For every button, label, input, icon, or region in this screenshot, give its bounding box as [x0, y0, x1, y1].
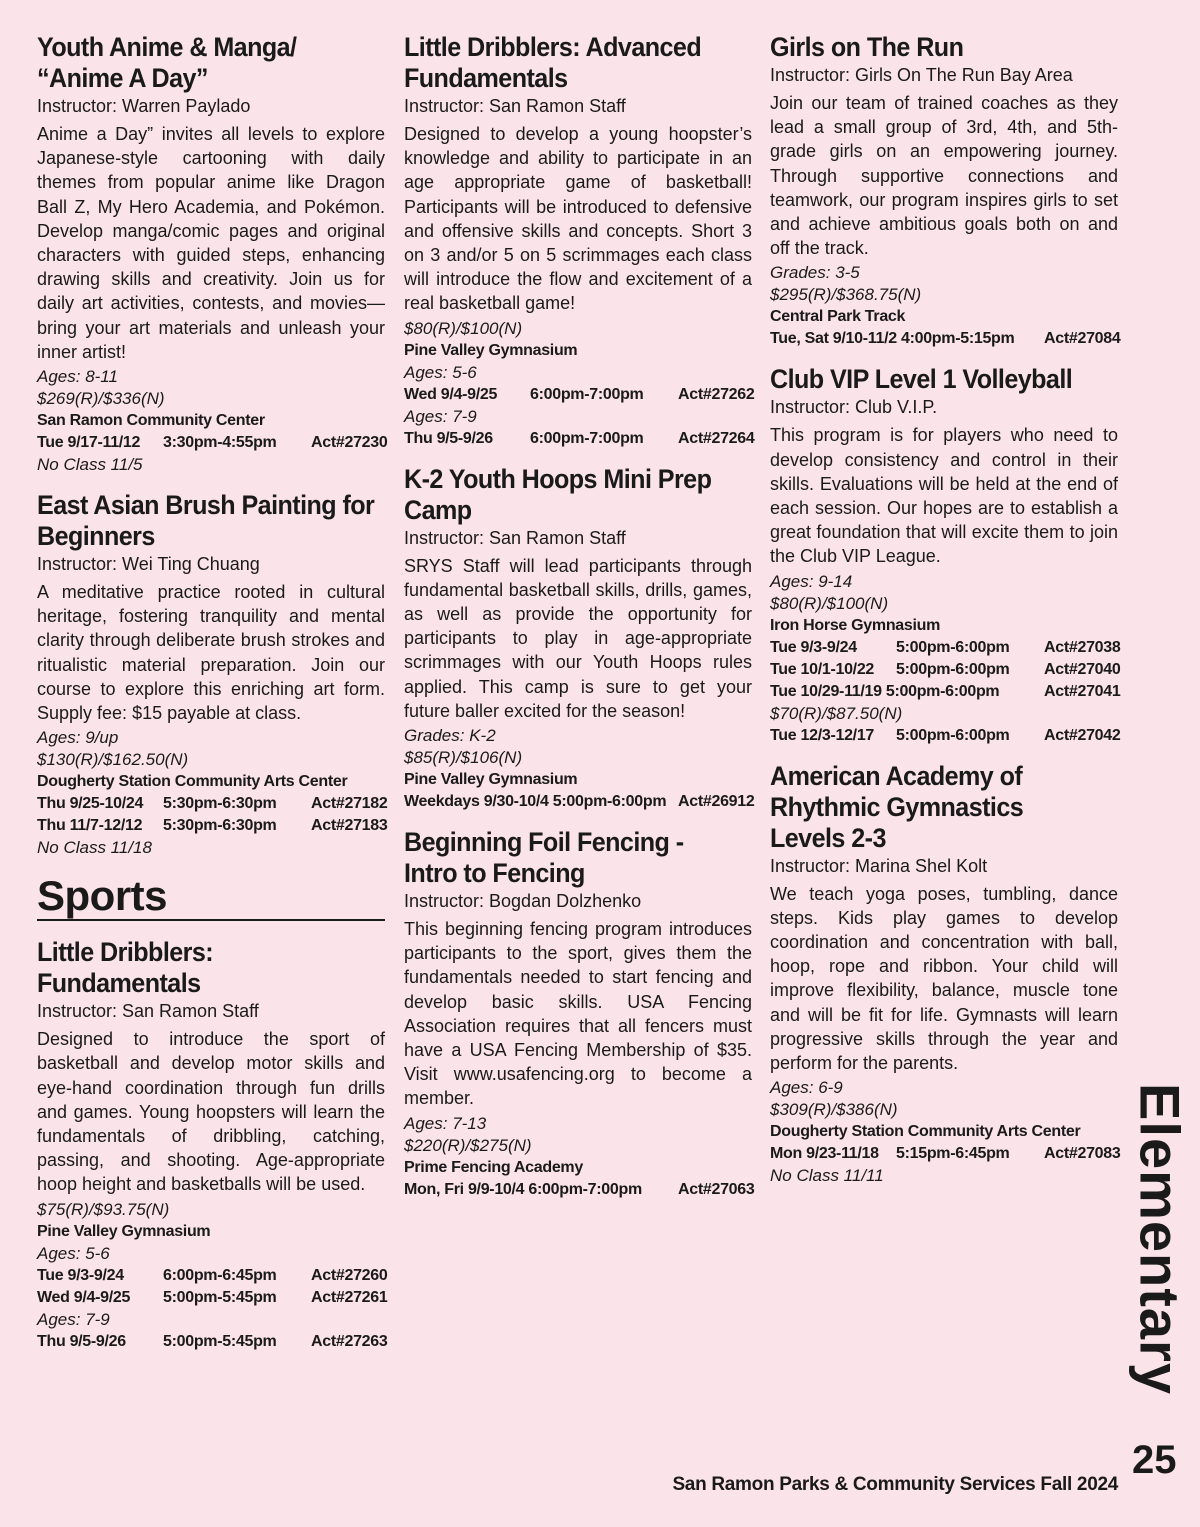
session-time: 5:30pm-6:30pm	[163, 795, 277, 813]
program-title: Fundamentals	[37, 968, 201, 999]
program-detail: Ages: 7-9	[404, 406, 477, 426]
section-heading-sports	[37, 873, 385, 921]
session-activity-number: Act#27263	[311, 1332, 388, 1350]
program-detail: Ages: 7-13	[404, 1113, 487, 1133]
session-dates: Tue 9/17-11/12	[37, 434, 141, 452]
program-description: This beginning fencing program introduces participants to the sport, gives them the fundamentals needed to start fencing and develop basic skills. USA Fencing Association requires that all fencers must have a USA Fencing Membership of $35. Visit www.usafencing.org to become a member.	[404, 919, 752, 1109]
program-detail: $269(R)/$336(N)	[37, 389, 165, 409]
session-spacer	[656, 1179, 678, 1201]
session-row	[37, 1331, 388, 1353]
session-dates: Tue 9/3-9/24	[37, 1266, 124, 1284]
program-title: Little Dribblers: Advanced	[404, 32, 702, 62]
program-title: Little Dribblers:	[37, 937, 214, 968]
session-row	[404, 384, 755, 406]
program-detail: $80(R)/$100(N)	[404, 318, 523, 338]
program-detail: $220(R)/$275(N)	[404, 1135, 532, 1155]
program-title: Rhythmic Gymnastics	[770, 791, 1024, 822]
program-detail: No Class 11/5	[37, 455, 143, 475]
program-instructor: Instructor: San Ramon Staff	[404, 96, 626, 116]
program-instructor: Instructor: San Ramon Staff	[37, 1001, 259, 1022]
program-instructor: Instructor: Wei Ting Chuang	[37, 554, 260, 575]
program-block	[37, 32, 388, 476]
session-activity-number: Act#27084	[1044, 330, 1121, 348]
program-title: Club VIP Level 1 Volleyball	[770, 364, 1073, 395]
program-location: Prime Fencing Academy	[404, 1158, 583, 1176]
program-instructor: Instructor: Club V.I.P.	[770, 397, 938, 418]
program-detail: Ages: 9-14	[770, 571, 853, 591]
session-activity-number: Act#27038	[1044, 638, 1121, 656]
section-heading-label: Sports	[37, 872, 168, 920]
page-number: 25	[1132, 1438, 1177, 1482]
session-activity-number: Act#27041	[1044, 682, 1121, 700]
program-description: SRYS Staff will lead participants through fundamental basketball skills, drills, games, as well as provide the opportunity for participants to play in age-appropriate scrimmages with our Youth Hoops rules applied. This camp is sure to get your future baller excited for the season!	[404, 555, 752, 721]
session-row	[37, 815, 388, 837]
program-detail: Grades: K-2	[404, 726, 496, 746]
session-dates: Thu 11/7-12/12	[37, 817, 143, 835]
program-instructor: Instructor: Warren Paylado	[37, 96, 251, 116]
program-detail: $130(R)/$162.50(N)	[37, 750, 189, 770]
session-dates: Tue 9/3-9/24	[770, 638, 857, 656]
program-block	[404, 32, 755, 450]
program-block	[404, 827, 755, 1201]
program-instructor: Instructor: Bogdan Dolzhenko	[404, 891, 642, 912]
session-dates: Wed 9/4-9/25	[404, 385, 498, 403]
column-2	[404, 32, 755, 1215]
session-row	[404, 791, 755, 813]
program-title: Levels 2-3	[770, 822, 886, 853]
session-spacer	[1022, 681, 1044, 703]
program-title: East Asian Brush Painting for	[37, 490, 375, 521]
session-activity-number: Act#27040	[1044, 660, 1121, 678]
program-detail: $85(R)/$106(N)	[404, 748, 523, 768]
program-block	[770, 32, 1121, 350]
program-block	[37, 937, 388, 1352]
program-description: Join our team of trained coaches as they lead a small group of 3rd, 4th, and 5th-grade girls on an empowering journey. Through supportive connections and teamwork, our program inspires girls to set and achieve ambitious goals both on and off the track.	[770, 93, 1118, 259]
session-dates: Tue 12/3-12/17	[770, 726, 875, 744]
program-description: A meditative practice rooted in cultural heritage, fostering tranquility and mental clarity through deliberate brush strokes and ritualistic material preparation. Join our course to explore this enriching art form. Supply fee: $15 payable at class.	[37, 582, 385, 724]
footer-publication: San Ramon Parks & Community Services Fall 2024	[672, 1474, 1118, 1495]
program-description: Designed to develop a young hoopster’s knowledge and ability to participate in an age appropriate game of basketball! Participants will be introduced to defensive and offensive skills and concepts. Short 3 on 3 and/or 5 on 5 scrimmages each class will introduce the flow and excitement of a real basketball game!	[404, 124, 752, 314]
program-location: Dougherty Station Community Arts Center	[770, 1123, 1081, 1141]
session-time: 5:00pm-5:45pm	[163, 1332, 277, 1350]
program-detail: Ages: 5-6	[404, 362, 477, 382]
session-row	[404, 1179, 755, 1201]
section-side-tab	[1128, 1083, 1192, 1395]
session-row	[404, 428, 755, 450]
program-detail: $80(R)/$100(N)	[770, 593, 889, 613]
session-time: 6:00pm-7:00pm	[530, 429, 644, 447]
session-row	[37, 432, 388, 454]
session-dates-time: Weekdays 9/30-10/4 5:00pm-6:00pm	[404, 793, 667, 811]
session-time: 5:00pm-6:00pm	[896, 726, 1010, 744]
session-dates-time: Mon, Fri 9/9-10/4 6:00pm-7:00pm	[404, 1180, 642, 1198]
program-detail: Grades: 3-5	[770, 263, 860, 283]
session-activity-number: Act#27183	[311, 817, 388, 835]
session-time: 5:00pm-5:45pm	[163, 1288, 277, 1306]
program-detail: Ages: 8-11	[37, 367, 118, 387]
program-location: Pine Valley Gymnasium	[404, 341, 578, 359]
session-row	[770, 328, 1121, 350]
session-time: 5:15pm-6:45pm	[896, 1145, 1010, 1163]
session-activity-number: Act#27230	[311, 434, 388, 452]
program-title: Girls on The Run	[770, 32, 964, 62]
session-activity-number: Act#27083	[1044, 1145, 1121, 1163]
program-detail: $75(R)/$93.75(N)	[37, 1199, 170, 1219]
program-detail: $309(R)/$386(N)	[770, 1100, 898, 1120]
program-description: This program is for players who need to develop consistency and control in their skills. Evaluations will be held at the end of each session. Our hopes are to establish a great foundation that will excite them to join the Club VIP League.	[770, 425, 1118, 567]
session-dates: Thu 9/25-10/24	[37, 795, 144, 813]
program-description: Designed to introduce the sport of basketball and develop motor skills and eye-hand coordination through fun drills and games. Young hoopsters will learn the fundamentals of dribbling, catching, passing, and shooting. Age-appropriate hoop height and basketballs will be used.	[37, 1029, 385, 1195]
program-title: Intro to Fencing	[404, 858, 585, 889]
program-detail: Ages: 5-6	[37, 1243, 110, 1263]
program-title: Youth Anime & Manga/	[37, 32, 297, 62]
session-dates: Thu 9/5-9/26	[37, 1332, 126, 1350]
program-detail: Ages: 7-9	[37, 1309, 110, 1329]
session-row	[37, 1287, 388, 1309]
session-time: 5:00pm-6:00pm	[896, 660, 1010, 678]
session-spacer	[656, 791, 678, 813]
column-3	[770, 32, 1121, 1201]
program-description: Anime a Day” invites all levels to explore Japanese-style cartooning with daily themes from popular anime like Dragon Ball Z, My Hero Academia, and Pokémon. Develop manga/comic pages and original characters with guided steps, enhancing drawing skills and creativity. Join us for daily art activities, contests, and movies—bring your art materials and unleash your inner artist!	[37, 124, 385, 362]
session-dates-time: Tue, Sat 9/10-11/2 4:00pm-5:15pm	[770, 330, 1015, 348]
session-dates: Mon 9/23-11/18	[770, 1145, 879, 1163]
session-dates: Tue 10/1-10/22	[770, 660, 875, 678]
session-dates-time: Tue 10/29-11/19 5:00pm-6:00pm	[770, 682, 1000, 700]
program-location: San Ramon Community Center	[37, 412, 265, 430]
program-location: Iron Horse Gymnasium	[770, 616, 941, 634]
program-location: Pine Valley Gymnasium	[404, 771, 578, 789]
column-1	[37, 32, 388, 1367]
program-title: Fundamentals	[404, 63, 568, 93]
session-activity-number: Act#26912	[678, 793, 755, 811]
session-activity-number: Act#27260	[311, 1266, 388, 1284]
program-instructor: Instructor: San Ramon Staff	[404, 527, 626, 548]
program-title: Beginning Foil Fencing -	[404, 827, 684, 858]
program-detail: Ages: 9/up	[37, 728, 119, 748]
program-title: Camp	[404, 494, 472, 525]
program-location: Dougherty Station Community Arts Center	[37, 773, 348, 791]
session-row	[770, 659, 1121, 681]
session-row	[770, 681, 1121, 703]
program-instructor: Instructor: Marina Shel Kolt	[770, 855, 988, 876]
session-activity-number: Act#27182	[311, 795, 388, 813]
program-detail: No Class 11/11	[770, 1166, 884, 1186]
program-detail: Ages: 6-9	[770, 1078, 843, 1098]
program-location: Central Park Track	[770, 308, 906, 326]
session-row	[770, 637, 1121, 659]
session-row	[37, 1265, 388, 1287]
program-title: “Anime A Day”	[37, 63, 208, 93]
program-block	[37, 490, 388, 859]
session-activity-number: Act#27262	[678, 385, 755, 403]
session-activity-number: Act#27264	[678, 429, 755, 447]
program-detail: $70(R)/$87.50(N)	[770, 703, 903, 723]
session-dates: Wed 9/4-9/25	[37, 1288, 131, 1306]
session-time: 3:30pm-4:55pm	[163, 434, 277, 452]
side-tab-label: Elementary	[1128, 1083, 1192, 1395]
session-row	[770, 1143, 1121, 1165]
program-block	[770, 760, 1121, 1188]
session-time: 6:00pm-7:00pm	[530, 385, 644, 403]
program-block	[770, 364, 1121, 746]
session-activity-number: Act#27042	[1044, 726, 1121, 744]
session-activity-number: Act#27063	[678, 1180, 755, 1198]
program-title: Beginners	[37, 521, 155, 552]
session-time: 5:00pm-6:00pm	[896, 638, 1010, 656]
session-activity-number: Act#27261	[311, 1288, 388, 1306]
program-location: Pine Valley Gymnasium	[37, 1222, 211, 1240]
program-title: American Academy of	[770, 760, 1023, 791]
program-detail: No Class 11/18	[37, 838, 152, 858]
session-time: 6:00pm-6:45pm	[163, 1266, 277, 1284]
program-instructor: Instructor: Girls On The Run Bay Area	[770, 65, 1073, 85]
program-title: K-2 Youth Hoops Mini Prep	[404, 463, 712, 494]
session-dates: Thu 9/5-9/26	[404, 429, 493, 447]
program-description: We teach yoga poses, tumbling, dance steps. Kids play games to develop coordination and concentration with ball, hoop, rope and ribbon. Your child will improve flexibility, balance, muscle tone and will be fit for life. Gymnasts will learn progressive skills through the year and perform for the parents.	[770, 883, 1118, 1074]
program-detail: $295(R)/$368.75(N)	[770, 285, 922, 305]
program-block	[404, 463, 755, 813]
session-row	[37, 793, 388, 815]
session-time: 5:30pm-6:30pm	[163, 817, 277, 835]
session-row	[770, 725, 1121, 747]
session-spacer	[1022, 328, 1044, 350]
